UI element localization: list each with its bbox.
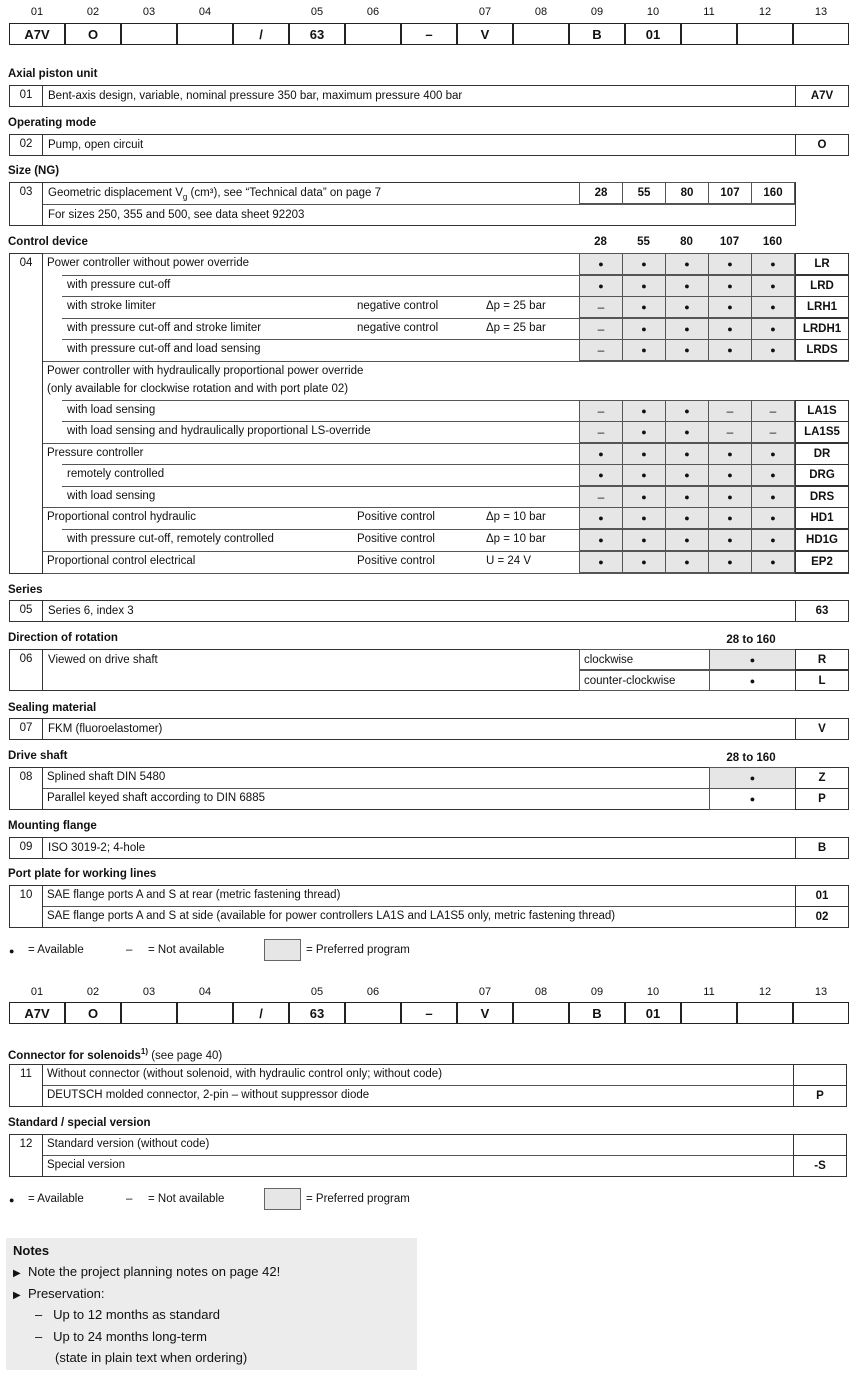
code-cell-15 xyxy=(793,23,849,45)
control-size-header-55: 55 xyxy=(637,236,650,248)
control-size-header-160: 160 xyxy=(762,236,783,248)
availability-DRS-28: – xyxy=(579,486,623,508)
section-title-connector xyxy=(8,1047,222,1062)
connector-label-2: DEUTSCH molded connector, 2-pin – without suppressor diode xyxy=(47,1089,370,1101)
code-cell-11: B xyxy=(569,23,625,45)
mode-text: Pump, open circuit xyxy=(48,139,144,151)
hp-label-1: Power controller with hydraulically proportional power override xyxy=(47,365,364,377)
control-mode-HD1: Positive control xyxy=(357,511,435,523)
control-code-DRS: DRS xyxy=(795,486,849,508)
availability-LR-55: ● xyxy=(622,253,666,275)
shaft-num: 08 xyxy=(10,768,43,809)
notes-sub-1-text: Up to 12 months as standard xyxy=(53,1307,221,1322)
legend-available: = Available xyxy=(28,1193,84,1205)
code-cell-1: A7V xyxy=(9,1002,65,1024)
code-cell-2: O xyxy=(65,23,121,45)
position-number-3: 03 xyxy=(142,6,156,18)
position-number-7: 06 xyxy=(366,986,380,998)
code-cell-1: A7V xyxy=(9,23,65,45)
control-code-EP2: EP2 xyxy=(795,551,849,573)
legend-not-available: = Not available xyxy=(148,1193,225,1205)
control-param-HD1: Δp = 10 bar xyxy=(486,511,546,523)
control-row-line-4 xyxy=(62,318,579,319)
flange-code: B xyxy=(795,837,849,859)
series-row xyxy=(9,600,849,622)
legend-preferred-swatch xyxy=(264,1188,301,1210)
control-label-LA1S5: with load sensing and hydraulically proportional LS-override xyxy=(67,425,371,437)
section-title-flange: Mounting flange xyxy=(8,820,97,832)
legend-not-available: = Not available xyxy=(148,944,225,956)
control-label-DRS: with load sensing xyxy=(67,490,156,502)
series-num: 05 xyxy=(10,601,43,621)
control-code-LA1S5: LA1S5 xyxy=(795,421,849,443)
code-cell-3 xyxy=(121,1002,177,1024)
code-cell-7 xyxy=(345,23,401,45)
availability-DR-28: ● xyxy=(579,443,623,465)
connector-title-rest: (see page 40) xyxy=(148,1049,223,1062)
control-label-DRG: remotely controlled xyxy=(67,468,165,480)
availability-LR-107: ● xyxy=(708,253,752,275)
section-title-size: Size (NG) xyxy=(8,165,60,177)
shaft-label-Z: Splined shaft DIN 5480 xyxy=(47,771,166,783)
port-row-line xyxy=(43,906,795,907)
position-number-14: 12 xyxy=(758,986,772,998)
availability-HD1-107: ● xyxy=(708,507,752,529)
size-text2: For sizes 250, 355 and 500, see data sheet 92203 xyxy=(48,209,305,221)
control-size-header-28: 28 xyxy=(594,236,607,248)
rotation-range: 28 to 160 xyxy=(726,634,776,646)
section-title-axial: Axial piston unit xyxy=(8,68,98,80)
availability-DRS-107: ● xyxy=(708,486,752,508)
position-number-12: 10 xyxy=(646,986,660,998)
control-code-DRG: DRG xyxy=(795,464,849,486)
triangle-bullet-icon: ▶ xyxy=(13,1268,21,1279)
availability-LRDS-160: ● xyxy=(751,339,795,361)
position-number-9: 07 xyxy=(478,6,492,18)
availability-LRDH1-160: ● xyxy=(751,318,795,340)
rotation-avail-L: ● xyxy=(709,670,796,691)
control-hp-group-line xyxy=(43,361,849,362)
availability-LA1S-160: – xyxy=(751,400,795,422)
axial-code: A7V xyxy=(795,85,849,107)
legend-preferred-swatch xyxy=(264,939,301,961)
control-mode-HD1G: Positive control xyxy=(357,533,435,545)
notes-sub-1: – Up to 12 months as standard xyxy=(35,1307,221,1322)
availability-HD1-55: ● xyxy=(622,507,666,529)
notes-item-1 xyxy=(13,1264,280,1279)
availability-LA1S5-55: ● xyxy=(622,421,666,443)
connector-row-line xyxy=(43,1085,793,1086)
section-title-series: Series xyxy=(8,584,43,596)
control-label-DR: Pressure controller xyxy=(47,447,144,459)
port-code-01: 01 xyxy=(795,885,849,907)
notes-sub-2: – Up to 24 months long-term xyxy=(35,1329,207,1344)
control-code-LRDH1: LRDH1 xyxy=(795,318,849,340)
code-cell-9: V xyxy=(457,1002,513,1024)
section-title-rotation: Direction of rotation xyxy=(8,632,118,644)
availability-LRH1-160: ● xyxy=(751,296,795,318)
code-cell-9: V xyxy=(457,23,513,45)
code-cell-6: 63 xyxy=(289,23,345,45)
control-row-line-8 xyxy=(43,443,579,444)
axial-row xyxy=(9,85,849,107)
code-cell-12: 01 xyxy=(625,23,681,45)
control-label-LR: Power controller without power override xyxy=(47,257,249,269)
axial-text: Bent-axis design, variable, nominal pressure 350 bar, maximum pressure 400 bar xyxy=(48,90,463,102)
rotation-num: 06 xyxy=(10,650,43,690)
sealing-code: V xyxy=(795,718,849,740)
port-label-01: SAE flange ports A and S at rear (metric fastening thread) xyxy=(47,889,341,901)
code-cell-2: O xyxy=(65,1002,121,1024)
position-number-15: 13 xyxy=(814,6,828,18)
section-title-control: Control device xyxy=(8,236,88,248)
availability-DR-80: ● xyxy=(665,443,709,465)
availability-LRD-80: ● xyxy=(665,275,709,297)
position-number-6: 05 xyxy=(310,986,324,998)
availability-DRG-160: ● xyxy=(751,464,795,486)
shaft-label-P: Parallel keyed shaft according to DIN 6885 xyxy=(47,792,265,804)
rotation-label-R: clockwise xyxy=(579,649,710,670)
connector-code-2: P xyxy=(793,1085,847,1107)
section-title-version: Standard / special version xyxy=(8,1117,151,1129)
notes-sub-2-text: Up to 24 months long-term xyxy=(53,1329,207,1344)
control-param-LRH1: Δp = 25 bar xyxy=(486,300,546,312)
availability-LRDH1-107: ● xyxy=(708,318,752,340)
control-code-HD1G: HD1G xyxy=(795,529,849,551)
control-mode-LRDH1: negative control xyxy=(357,322,439,334)
availability-DRS-160: ● xyxy=(751,486,795,508)
control-code-LR: LR xyxy=(795,253,849,275)
flange-text: ISO 3019-2; 4-hole xyxy=(48,842,146,854)
availability-HD1G-80: ● xyxy=(665,529,709,551)
sealing-num: 07 xyxy=(10,719,43,739)
shaft-range: 28 to 160 xyxy=(726,752,776,764)
connector-num: 11 xyxy=(10,1065,43,1106)
position-number-14: 12 xyxy=(758,6,772,18)
port-label-02: SAE flange ports A and S at side (available for power controllers LA1S and LA1S5 only, metric fastening thread) xyxy=(47,910,616,922)
hp-label-2: (only available for clockwise rotation and with port plate 02) xyxy=(47,383,349,395)
position-number-3: 03 xyxy=(142,986,156,998)
section-title-port: Port plate for working lines xyxy=(8,868,157,880)
control-code-LRD: LRD xyxy=(795,275,849,297)
position-number-10: 08 xyxy=(534,986,548,998)
legend-dash: – xyxy=(126,944,133,956)
position-number-13: 11 xyxy=(703,6,715,18)
version-label-1: Standard version (without code) xyxy=(47,1138,210,1150)
code-cell-10 xyxy=(513,23,569,45)
notes-item-1-text: Note the project planning notes on page 42! xyxy=(27,1264,281,1279)
availability-DRG-107: ● xyxy=(708,464,752,486)
notes-panel xyxy=(6,1238,417,1370)
code-cell-4 xyxy=(177,1002,233,1024)
control-param-HD1G: Δp = 10 bar xyxy=(486,533,546,545)
control-code-LRH1: LRH1 xyxy=(795,296,849,318)
port-code-02: 02 xyxy=(795,906,849,928)
section-title-sealing: Sealing material xyxy=(8,702,97,714)
control-row-line-3 xyxy=(62,296,579,297)
version-code-2: -S xyxy=(793,1155,847,1177)
availability-LRDH1-28: – xyxy=(579,318,623,340)
availability-DRS-80: ● xyxy=(665,486,709,508)
availability-HD1-28: ● xyxy=(579,507,623,529)
control-row-line-1 xyxy=(43,253,579,254)
availability-LR-28: ● xyxy=(579,253,623,275)
control-row-line-9 xyxy=(62,464,579,465)
sealing-row xyxy=(9,718,849,740)
control-label-LRDS: with pressure cut-off and load sensing xyxy=(67,343,261,355)
availability-EP2-107: ● xyxy=(708,551,752,573)
control-param-EP2: U = 24 V xyxy=(486,555,532,567)
code-cell-13 xyxy=(681,1002,737,1024)
control-label-LA1S: with load sensing xyxy=(67,404,156,416)
position-number-10: 08 xyxy=(534,6,548,18)
availability-DRG-55: ● xyxy=(622,464,666,486)
legend-dash: – xyxy=(126,1193,133,1205)
availability-LR-80: ● xyxy=(665,253,709,275)
connector-title: Connector for solenoids xyxy=(8,1049,141,1062)
version-row-line xyxy=(43,1155,793,1156)
availability-HD1G-107: ● xyxy=(708,529,752,551)
triangle-bullet-icon: ▶ xyxy=(13,1290,21,1301)
section-title-shaft: Drive shaft xyxy=(8,750,68,762)
size-num: 03 xyxy=(10,183,43,225)
control-code-HD1: HD1 xyxy=(795,507,849,529)
size-80: 80 xyxy=(665,182,709,204)
availability-HD1-80: ● xyxy=(665,507,709,529)
position-number-4: 04 xyxy=(198,6,212,18)
shaft-code-P: P xyxy=(795,788,849,810)
availability-LRH1-80: ● xyxy=(665,296,709,318)
series-code: 63 xyxy=(795,600,849,622)
notes-item-2 xyxy=(13,1286,105,1301)
availability-LRH1-107: ● xyxy=(708,296,752,318)
rotation-code-L: L xyxy=(795,670,849,691)
code-cell-11: B xyxy=(569,1002,625,1024)
availability-LA1S-80: ● xyxy=(665,400,709,422)
control-label-HD1G: with pressure cut-off, remotely controlled xyxy=(67,533,274,545)
position-number-2: 02 xyxy=(86,986,100,998)
availability-LRH1-55: ● xyxy=(622,296,666,318)
control-row-line-11 xyxy=(43,507,579,508)
code-cell-14 xyxy=(737,1002,793,1024)
availability-LA1S-55: ● xyxy=(622,400,666,422)
version-label-2: Special version xyxy=(47,1159,125,1171)
availability-HD1G-55: ● xyxy=(622,529,666,551)
control-label-LRD: with pressure cut-off xyxy=(67,279,171,291)
legend-available: = Available xyxy=(28,944,84,956)
availability-LA1S5-107: – xyxy=(708,421,752,443)
control-size-header-80: 80 xyxy=(680,236,693,248)
position-number-1: 01 xyxy=(30,6,44,18)
code-cell-10 xyxy=(513,1002,569,1024)
flange-num: 09 xyxy=(10,838,43,858)
code-cell-8: – xyxy=(401,1002,457,1024)
shaft-avail-P: ● xyxy=(709,788,796,810)
code-cell-3 xyxy=(121,23,177,45)
code-cell-12: 01 xyxy=(625,1002,681,1024)
control-num: 04 xyxy=(10,254,43,573)
control-mode-EP2: Positive control xyxy=(357,555,435,567)
availability-LA1S-107: – xyxy=(708,400,752,422)
position-number-6: 05 xyxy=(310,6,324,18)
position-number-9: 07 xyxy=(478,986,492,998)
availability-LRD-28: ● xyxy=(579,275,623,297)
code-cell-14 xyxy=(737,23,793,45)
rotation-text: Viewed on drive shaft xyxy=(48,654,158,666)
control-code-LA1S: LA1S xyxy=(795,400,849,422)
position-number-4: 04 xyxy=(198,986,212,998)
availability-HD1G-28: ● xyxy=(579,529,623,551)
availability-LRDH1-55: ● xyxy=(622,318,666,340)
control-label-LRH1: with stroke limiter xyxy=(67,300,156,312)
control-label-LRDH1: with pressure cut-off and stroke limiter xyxy=(67,322,262,334)
port-num: 10 xyxy=(10,886,43,927)
position-number-11: 09 xyxy=(590,986,604,998)
size-55: 55 xyxy=(622,182,666,204)
code-cell-4 xyxy=(177,23,233,45)
size-divider xyxy=(43,204,795,205)
position-number-11: 09 xyxy=(590,6,604,18)
control-size-header-107: 107 xyxy=(719,236,740,248)
size-28: 28 xyxy=(579,182,623,204)
position-number-7: 06 xyxy=(366,6,380,18)
version-code-1 xyxy=(793,1134,847,1156)
version-num: 12 xyxy=(10,1135,43,1176)
position-number-2: 02 xyxy=(86,6,100,18)
availability-LRDS-80: ● xyxy=(665,339,709,361)
control-row-line-6 xyxy=(62,400,579,401)
size-text1-a: Geometric displacement V xyxy=(48,187,183,199)
mode-num: 02 xyxy=(10,135,43,155)
mode-code: O xyxy=(795,134,849,156)
control-param-LRDH1: Δp = 25 bar xyxy=(486,322,546,334)
rotation-avail-R: ● xyxy=(709,649,796,670)
control-code-DR: DR xyxy=(795,443,849,465)
connector-sup: 1) xyxy=(140,1047,149,1056)
availability-HD1-160: ● xyxy=(751,507,795,529)
availability-EP2-55: ● xyxy=(622,551,666,573)
availability-DR-107: ● xyxy=(708,443,752,465)
notes-item-2-text: Preservation: xyxy=(27,1286,105,1301)
code-cell-6: 63 xyxy=(289,1002,345,1024)
control-row-line-10 xyxy=(62,486,579,487)
availability-EP2-160: ● xyxy=(751,551,795,573)
availability-LA1S5-28: – xyxy=(579,421,623,443)
availability-LRD-55: ● xyxy=(622,275,666,297)
control-bottom-line xyxy=(43,573,795,574)
availability-LRH1-28: – xyxy=(579,296,623,318)
control-row-line-5 xyxy=(62,339,579,340)
rotation-label-L: counter-clockwise xyxy=(579,670,710,691)
availability-LA1S5-80: ● xyxy=(665,421,709,443)
availability-HD1G-160: ● xyxy=(751,529,795,551)
availability-DR-160: ● xyxy=(751,443,795,465)
shaft-row-line xyxy=(43,788,709,789)
code-cell-7 xyxy=(345,1002,401,1024)
availability-LRDH1-80: ● xyxy=(665,318,709,340)
control-row-line-2 xyxy=(62,275,579,276)
notes-sub-3: (state in plain text when ordering) xyxy=(55,1350,248,1365)
control-row-line-13 xyxy=(43,551,579,552)
size-text1-sub: g xyxy=(182,192,188,202)
section-title-mode: Operating mode xyxy=(8,117,97,129)
position-number-15: 13 xyxy=(814,986,828,998)
rotation-code-R: R xyxy=(795,649,849,670)
notes-title: Notes xyxy=(13,1243,50,1258)
size-107: 107 xyxy=(708,182,752,204)
availability-DR-55: ● xyxy=(622,443,666,465)
availability-EP2-28: ● xyxy=(579,551,623,573)
code-cell-15 xyxy=(793,1002,849,1024)
availability-LRDS-107: ● xyxy=(708,339,752,361)
axial-num: 01 xyxy=(10,86,43,106)
availability-LR-160: ● xyxy=(751,253,795,275)
availability-LA1S-28: – xyxy=(579,400,623,422)
code-cell-5: / xyxy=(233,23,289,45)
control-code-LRDS: LRDS xyxy=(795,339,849,361)
position-number-12: 10 xyxy=(646,6,660,18)
mode-row xyxy=(9,134,849,156)
control-mode-LRH1: negative control xyxy=(357,300,439,312)
legend-dot-icon: ● xyxy=(9,1195,15,1205)
code-cell-13 xyxy=(681,23,737,45)
availability-LRD-107: ● xyxy=(708,275,752,297)
legend-preferred: = Preferred program xyxy=(306,1193,410,1205)
control-row-line-12 xyxy=(62,529,579,530)
availability-LRDS-28: – xyxy=(579,339,623,361)
control-row-line-7 xyxy=(62,421,579,422)
shaft-code-Z: Z xyxy=(795,767,849,789)
sealing-text: FKM (fluoroelastomer) xyxy=(48,723,163,735)
legend-dot-icon: ● xyxy=(9,946,15,956)
availability-DRG-28: ● xyxy=(579,464,623,486)
position-number-13: 11 xyxy=(703,986,715,998)
shaft-avail-Z: ● xyxy=(709,767,796,789)
connector-code-1 xyxy=(793,1064,847,1086)
legend-preferred: = Preferred program xyxy=(306,944,410,956)
code-cell-5: / xyxy=(233,1002,289,1024)
size-160: 160 xyxy=(751,182,795,204)
flange-row xyxy=(9,837,849,859)
availability-LRDS-55: ● xyxy=(622,339,666,361)
size-text1-rest: (cm³), see “Technical data” on page 7 xyxy=(187,187,382,199)
availability-EP2-80: ● xyxy=(665,551,709,573)
series-text: Series 6, index 3 xyxy=(48,605,134,617)
control-label-HD1: Proportional control hydraulic xyxy=(47,511,196,523)
availability-LA1S5-160: – xyxy=(751,421,795,443)
availability-DRG-80: ● xyxy=(665,464,709,486)
availability-DRS-55: ● xyxy=(622,486,666,508)
connector-label-1: Without connector (without solenoid, with hydraulic control only; without code) xyxy=(47,1068,443,1080)
code-cell-8: – xyxy=(401,23,457,45)
availability-LRD-160: ● xyxy=(751,275,795,297)
control-label-EP2: Proportional control electrical xyxy=(47,555,196,567)
size-text1 xyxy=(48,187,381,201)
position-number-1: 01 xyxy=(30,986,44,998)
